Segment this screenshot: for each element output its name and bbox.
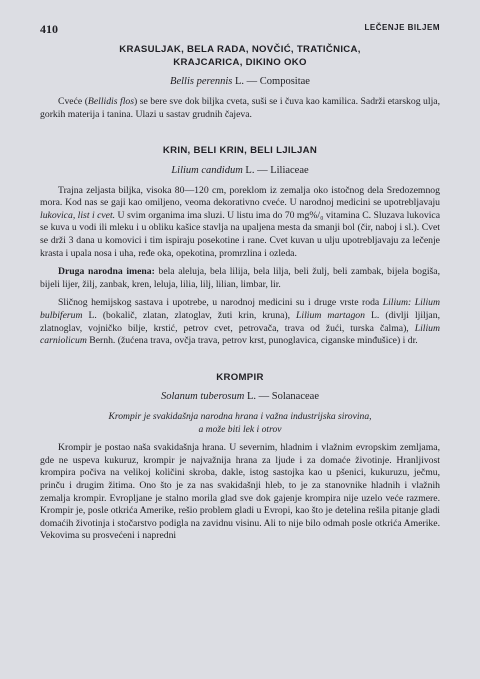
paragraph: [40, 266, 440, 291]
text-run: U svim organima ima sluzi. U listu ima do 70 mg%/₀ vitamina C. Sluzava lukovica se kuva u vodi ili mleku i u obliku kašice stavlja na upaljena mesta da smanji bol (čir, naboj i sl.). Cvet se drži 3 dana u komovici i tim ispiraju posekotine i rane. Cvet kuvan u ulju upotrebljavaju za lečenje krasta i upala nosa i uha, ređe oka, opekotina, promrzlina i ozleda.: [40, 209, 440, 259]
latin-family: L. — Liliaceae: [242, 164, 309, 176]
page-header: [40, 22, 440, 36]
section-krompir: [40, 372, 440, 543]
page-content: [40, 44, 440, 543]
text-run: Sličnog hemijskog sastava i upotrebe, u narodnoj medicini su i druge vrste roda: [58, 297, 383, 309]
latin-name: [40, 75, 440, 88]
latin-name: [40, 390, 440, 403]
title-line-1: KRASULJAK, BELA RADA, NOVČIĆ, TRATIČNICA,: [119, 44, 361, 55]
text-run: Bernh. (žućena trava, ovčja trava, petrov krst, punoglavica, ciganske minđušice) i dr.: [86, 335, 418, 347]
lead-line-1: Krompir je svakidašnja narodna hrana i važna industrijska sirovina,: [108, 411, 372, 423]
section-title: KROMPIR: [216, 371, 264, 383]
folk-names-label: Druga narodna imena:: [58, 266, 155, 278]
section-title: [40, 44, 440, 69]
latin-genus-species: Lilium candidum: [171, 164, 243, 176]
latin-family: L. — Compositae: [232, 76, 310, 87]
text-run-italic: lukovica, list i cvet.: [40, 209, 116, 221]
text-run: L. (divlji ljiljan, zlatnoglav, vojničko bilje, krstić, petrov cvet, petrovača, trava od žući, turska čalma),: [40, 310, 441, 334]
text-run: Trajna zeljasta biljka, visoka 80—120 cm, poreklom iz zemalja oko istočnog dela Sredozemnog mora. Kod nas se gaji kao omiljeno, veoma dekorativno cveće. U narodnoj medicini se upotrebljavaju: [40, 184, 440, 209]
latin-name: [40, 164, 440, 177]
text-run: L. (bokalič, zlatan, zlatoglav, žuti krin, kruna),: [82, 310, 297, 322]
text-run: Cveće (: [58, 96, 88, 107]
paragraph: [40, 297, 440, 347]
latin-genus-species: Solanum tuberosum: [161, 391, 245, 403]
text-run: ) se bere sve dok biljka cveta, suši se i čuva kao kamilica. Sadrži etarskog ulja, gorkih materija i tanina. Ulazi u sastav grudnih čajeva.: [40, 96, 440, 120]
lead-line-2: a može biti lek i otrov: [198, 423, 282, 435]
section-lead: [40, 411, 440, 436]
text-run-italic: Lilium carniolicum: [40, 322, 440, 347]
text-run-italic: Bellidis flos: [87, 96, 134, 107]
paragraph: Krompir je postao naša svakidašnja hrana. U severnim, hladnim i vlažnim evropskim zemljama, gde ne uspeva kukuruz, krompir je najvažnija hrana za ljude i za domaće životinje. Hranljivost krompira počiva na velikoj količini skroba, dakle, istog sastojka kao u pšenici, kukuruzu, ječmu, prinču i drugim žitima. Ono što je za nas svakidašnji hleb, to je za stanovnike hladnih i vlažnih zemalja krompir. Evropljane je stalno morila glad sve dok gajenje krompira nije uzelo veće razmere. Krompir je, posle otkrića Amerike, rešio problem gladi u Evropi, kao što je detelina rešila pitanje gladi domaćih životinja i stočarstvo podigla na zavidnu visinu. Ali to nije bilo odmah posle otkrića Amerike. Vekovima su prosvećeni i napredni: [40, 442, 440, 542]
section-krasuljak: [40, 44, 440, 121]
latin-genus-species: Bellis perennis: [170, 76, 233, 87]
page-number: 410: [40, 22, 58, 36]
title-line-2: KRAJCARICA, DIKINO OKO: [173, 56, 307, 68]
latin-family: L. — Solanaceae: [244, 391, 319, 403]
text-run-italic: Lilium martagon: [296, 310, 365, 322]
section-krin: [40, 145, 440, 348]
paragraph: [40, 185, 440, 261]
running-head: LEČENJE BILJEM: [364, 23, 440, 32]
section-title: KRIN, BELI KRIN, BELI LJILJAN: [162, 145, 318, 157]
text-run-italic: Lilium: Lilium bulbiferum: [40, 297, 440, 322]
text-run: bela aleluja, bela lilija, bela lilja, beli žulj, beli zambak, bijela bogiša, bijeli lijer, žilj, zanbak, kren, leluja, lilia, lilj, lilian, limbar, lir.: [40, 266, 440, 290]
paragraph: [40, 96, 440, 121]
